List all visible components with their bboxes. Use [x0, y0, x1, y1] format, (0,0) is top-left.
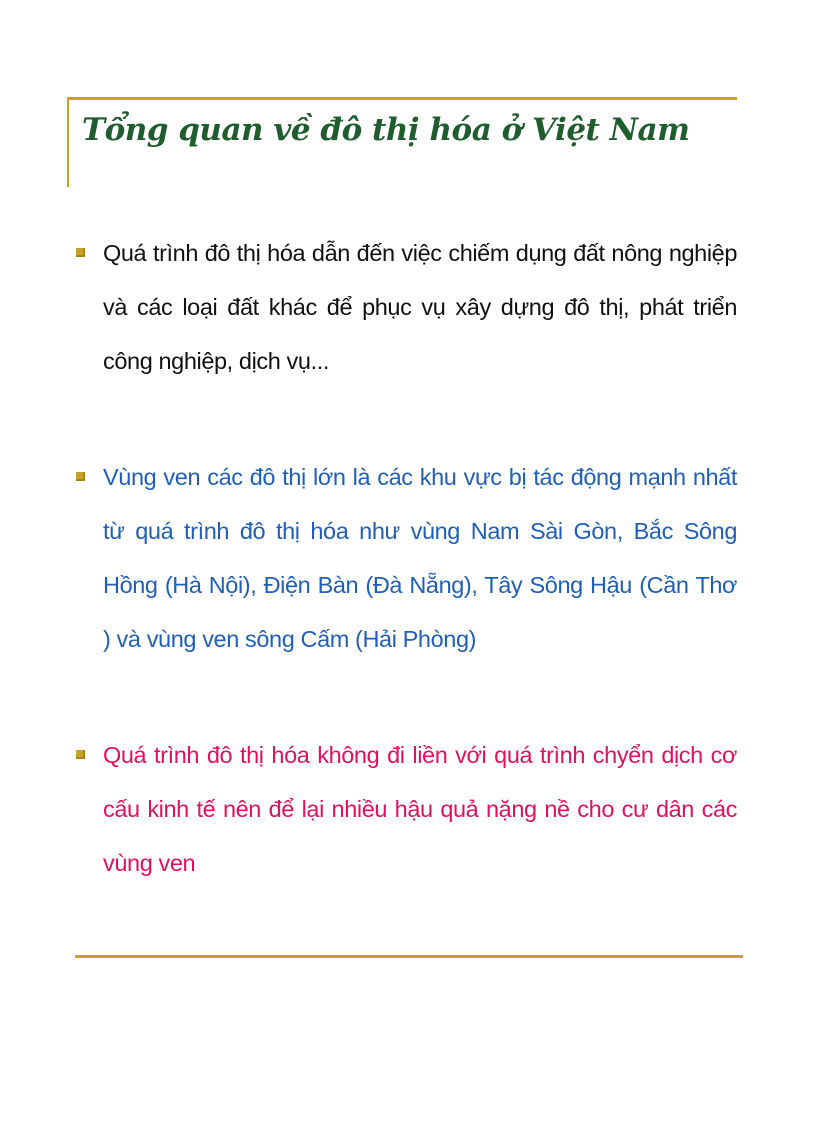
- title-left-rule: [67, 97, 69, 187]
- bullet-text: Quá trình đô thị hóa không đi liền với quá trình chyển dịch cơ cấu kinh tế nên để lại nhiều hậu quả nặng nề cho cư dân các vùng ven: [103, 742, 737, 876]
- bullet-item: [73, 226, 737, 388]
- bullet-text: Quá trình đô thị hóa dẫn đến việc chiếm dụng đất nông nghiệp và các loại đất khác để phục vụ xây dựng đô thị, phát triển công nghiệp, dịch vụ...: [103, 240, 737, 374]
- footer-rule: [75, 955, 743, 958]
- square-bullet-icon: [76, 248, 85, 257]
- bullet-list: [73, 226, 737, 890]
- slide-title: Tổng quan về đô thị hóa ở Việt Nam: [82, 112, 690, 148]
- square-bullet-icon: [76, 750, 85, 759]
- square-bullet-icon: [76, 472, 85, 481]
- title-top-rule: [67, 97, 737, 100]
- bullet-text: Vùng ven các đô thị lớn là các khu vực bị tác động mạnh nhất từ quá trình đô thị hóa như vùng Nam Sài Gòn, Bắc Sông Hồng (Hà Nội), Điện Bàn (Đà Nẵng), Tây Sông Hậu (Cần Thơ ) và vùng ven sông Cấm (Hải Phòng): [103, 464, 737, 652]
- bullet-item: [73, 450, 737, 666]
- bullet-item: [73, 728, 737, 890]
